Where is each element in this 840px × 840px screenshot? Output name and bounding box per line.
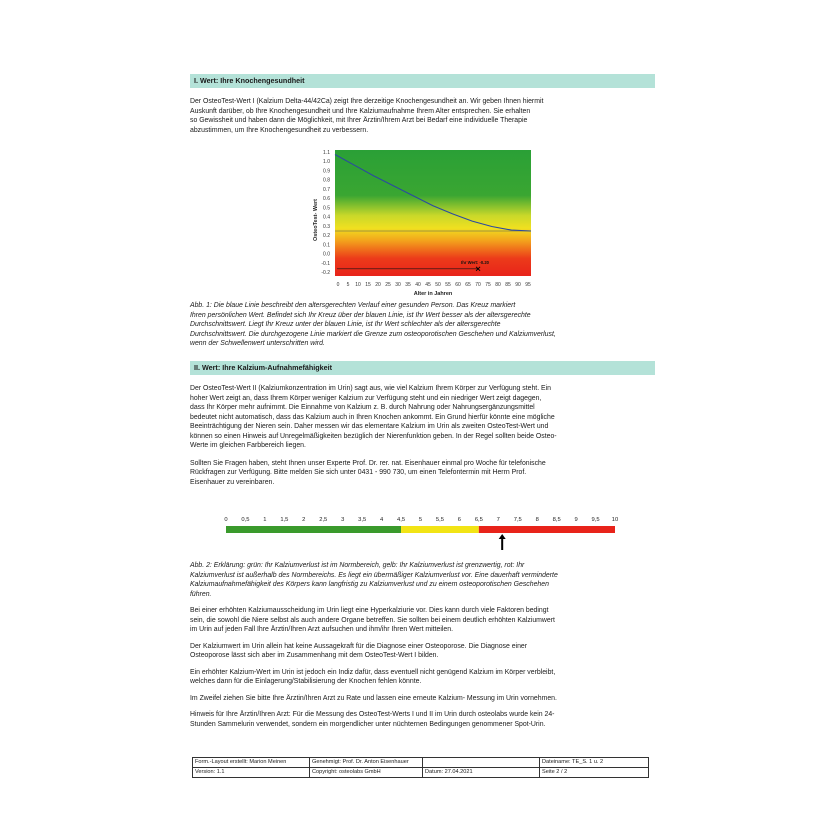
scale-tick-label: 6,5 <box>474 517 483 523</box>
y-tick-label: 0.3 <box>323 223 330 230</box>
x-tick-label: 40 <box>415 282 421 288</box>
y-tick-label: 0.0 <box>323 251 330 258</box>
section2-para5: Ein erhöhter Kalzium-Wert im Urin ist jedoch ein Indiz dafür, dass eventuell nicht genügend Kalzium im Körper verbleibt, welches dann für die Einlagerung/Stabilisierung der Knochen fehlen könnte. <box>190 668 556 685</box>
y-tick-label: -0.1 <box>321 260 330 267</box>
footer-filename: Dateiname: TE_S. 1 u. 2 <box>540 758 649 768</box>
x-tick-label: 60 <box>455 282 461 288</box>
y-tick-label: 0.2 <box>323 233 330 240</box>
scale-tick-label: 7,5 <box>513 517 522 523</box>
section2-para7: Hinweis für Ihre Ärztin/Ihren Arzt: Für die Messung des OsteoTest-Werts I und II im Urin durch osteolabs wurde kein 24- Stunden Sammelurin verwendet, sondern ein morgendlicher unter nüchternen Bedingungen genommener Spot-Urin. <box>190 711 555 728</box>
footer-copyright: Copyright: osteolabs GmbH <box>310 768 423 778</box>
section2-para1: Der OsteoTest-Wert II (Kalziumkonzentration im Urin) sagt aus, wie viel Kalzium Ihrem Körper zur Verfügung steht. Ein hoher Wert zeigt an, dass Ihrem Körper weniger Kalzium zur Verfügung steht und ein niedriger Wert zeigt dagegen, dass Ihr Körper mehr aufnimmt. Die Einnahme von Kalzium z. B. durch Nahrung oder Nahrungsergänzungsmittel bedeutet nicht automatisch, dass das Kalzium auch in Ihren Knochen ankommt. Ein Grund hierfür könnte eine mögliche Beeinträchtigung der Nieren sein. Daher messen wir das elementare Kalzium im Urin als zweiten OsteoTest-Wert und können so einen Hinweis auf Unregelmäßigkeiten bezüglich der Nierenfunktion geben. In der Regel sollten beide Osteo- Werte im gleichen Farbbereich liegen. <box>190 385 557 449</box>
footer-version: Version: 1.1 <box>193 768 310 778</box>
calcium-scale-chart <box>218 512 628 554</box>
color-band-background <box>335 150 531 276</box>
x-tick-label: 45 <box>425 282 431 288</box>
scale-tick-label: 6 <box>457 517 462 523</box>
y-tick-label: 0.9 <box>323 168 330 175</box>
section2-para4: Der Kalziumwert im Urin allein hat keine Aussagekraft für die Diagnose einer Osteoporose. Die Diagnose einer Osteoporose lässt sich aber im Zusammenhang mit dem OsteoTest-Wert I bilden. <box>190 642 528 659</box>
document-footer-table <box>192 757 649 778</box>
scale-segment <box>226 526 401 533</box>
x-axis-label: Alter in Jahren <box>413 291 453 297</box>
section2 <box>190 361 655 487</box>
footer-approved: Genehmigt: Prof. Dr. Anton Eisenhauer <box>310 758 423 768</box>
section1-intro: Der OsteoTest-Wert I (Kalzium Delta-44/42Ca) zeigt Ihre derzeitige Knochengesundheit an. Wir geben Ihnen hiermit Auskunft darüber, ob Ihre Knochengesundheit und Ihre Kalziumaufnahme Ihrem Alter entsprechen. Sie erhalten so Gewissheit und haben dann die Möglichkeit, mit Ihrer Ärztin/Ihrem Arzt bei Bedarf eine individuelle Therapie abzustimmen, um Ihre Knochengesundheit zu verbessern. <box>190 98 544 134</box>
scale-tick-label: 8,5 <box>552 517 561 523</box>
section2-para2: Sollten Sie Fragen haben, steht Ihnen unser Experte Prof. Dr. rer. nat. Eisenhauer einmal pro Woche für telefonische Rückfragen zur Verfügung. Bitte melden Sie sich unter 0431 - 990 730, um einen Telefontermin mit Herrn Prof. Eisenhauer zu vereinbaren. <box>190 459 546 486</box>
x-tick-label: 50 <box>435 282 441 288</box>
scale-tick-label: 0,5 <box>241 517 250 523</box>
figure2-caption: Abb. 2: Erklärung: grün: Ihr Kalziumverlust ist im Normbereich, gelb: Ihr Kalziumverlust ist grenzwertig, rot: Ihr Kalziumverlust ist außerhalb des Normbereichs. Es liegt ein übermäßiger Kalziumverlust vor. Eine dauerhaft verminderte Kalziumaufnahmefähigkeit des Körpers kann langfristig zu Kalziumverlust und zu einem osteoporotischen Geschehen führen. <box>190 562 558 598</box>
x-tick-label: 70 <box>475 282 481 288</box>
x-tick-label: 15 <box>365 282 371 288</box>
y-tick-label: 0.1 <box>323 242 330 249</box>
footer-page: Seite 2 / 2 <box>540 768 649 778</box>
scale-tick-label: 1 <box>263 517 267 523</box>
y-tick-label: 0.6 <box>323 196 330 203</box>
scale-segment <box>479 526 615 533</box>
x-tick-label: 75 <box>485 282 491 288</box>
y-axis-label: OsteoTest- Wert <box>313 199 319 241</box>
x-tick-label: 80 <box>495 282 501 288</box>
section1-heading: I. Wert: Ihre Knochengesundheit <box>190 74 655 88</box>
arrow-head <box>499 534 506 539</box>
scale-tick-label: 10 <box>611 517 619 523</box>
section2-para6: Im Zweifel ziehen Sie bitte Ihre Ärztin/Ihren Arzt zu Rate und lassen eine erneute Kalzium- Messung im Urin vornehmen. <box>190 694 557 702</box>
x-tick-label: 10 <box>355 282 361 288</box>
scale-tick-label: 7 <box>496 517 500 523</box>
figure1-caption-block <box>190 301 655 349</box>
marker-label: Ihr Wert: -0.20 <box>461 259 490 265</box>
y-tick-label: 1.1 <box>323 150 330 156</box>
x-tick-label: 90 <box>515 282 521 288</box>
y-tick-label: 0.7 <box>323 186 330 193</box>
y-tick-label: 0.5 <box>323 205 330 212</box>
footer-form-layout: Form.-Layout erstellt: Marion Meinen <box>193 758 310 768</box>
scale-tick-label: 3,5 <box>358 517 367 523</box>
scale-tick-label: 2,5 <box>319 517 328 523</box>
footer-date: Datum: 27.04.2021 <box>423 768 540 778</box>
y-tick-label: 0.8 <box>323 177 330 184</box>
scale-tick-label: 4 <box>379 517 384 523</box>
x-tick-label: 35 <box>405 282 411 288</box>
scale-tick-label: 9 <box>574 517 578 523</box>
scale-tick-label: 4,5 <box>397 517 406 523</box>
footer-row <box>193 768 649 778</box>
section2-para3: Bei einer erhöhten Kalziumausscheidung im Urin liegt eine Hyperkalziurie vor. Dies kann durch viele Faktoren bedingt sein, die sowohl die Niere selbst als auch andere Organe betreffen. Sie sollten bei einem deutlich erhöhten Kalziumwert im Urin auf jeden Fall Ihre Ärztin/Ihren Arzt aufsuchen und ihm/ihr Ihren Wert mitteilen. <box>190 607 555 633</box>
x-tick-label: 95 <box>525 282 531 288</box>
scale-tick-label: 2 <box>302 517 306 523</box>
x-tick-label: 30 <box>395 282 401 288</box>
x-tick-label: 85 <box>505 282 511 288</box>
scale-tick-label: 1,5 <box>280 517 289 523</box>
figure1-caption: Abb. 1: Die blaue Linie beschreibt den altersgerechten Verlauf einer gesunden Person. Das Kreuz markiert Ihren persönlichen Wert. Befindet sich Ihr Kreuz über der blauen Linie, ist Ihr Wert besser als der altersgerechte Durchschnittswert. Liegt Ihr Kreuz unter der blauen Linie, ist Ihr Wert schlechter als der altersgerechte Durchschnittswert. Die durchgezogene Linie markiert die Grenze zum osteoporotischen Geschehen und Kalziumverlust, wenn der Schwellenwert unterschritten wird. <box>190 302 556 347</box>
x-tick-label: 20 <box>375 282 381 288</box>
x-tick-label: 25 <box>385 282 391 288</box>
section2-heading: II. Wert: Ihre Kalzium-Aufnahmefähigkeit <box>190 361 655 375</box>
x-tick-label: 65 <box>465 282 471 288</box>
scale-tick-label: 8 <box>535 517 539 523</box>
x-tick-label: 0 <box>336 282 340 288</box>
y-tick-label: 0.4 <box>323 214 330 221</box>
scale-segment <box>401 526 479 533</box>
y-tick-label: 1.0 <box>323 159 330 166</box>
x-tick-label: 5 <box>346 282 350 288</box>
x-tick-label: 55 <box>445 282 451 288</box>
scale-tick-label: 5 <box>418 517 423 523</box>
y-tick-label: -0.2 <box>321 270 330 276</box>
footer-empty-cell <box>423 758 540 768</box>
scale-tick-label: 3 <box>341 517 345 523</box>
scale-tick-label: 9,5 <box>591 517 600 523</box>
scale-tick-label: 5,5 <box>435 517 444 523</box>
footer-row <box>193 758 649 768</box>
section2-lower <box>190 561 655 729</box>
osteotest-age-chart <box>300 142 550 300</box>
scale-tick-label: 0 <box>224 517 228 523</box>
document-page <box>190 74 655 135</box>
arrow-up-icon <box>499 534 506 550</box>
